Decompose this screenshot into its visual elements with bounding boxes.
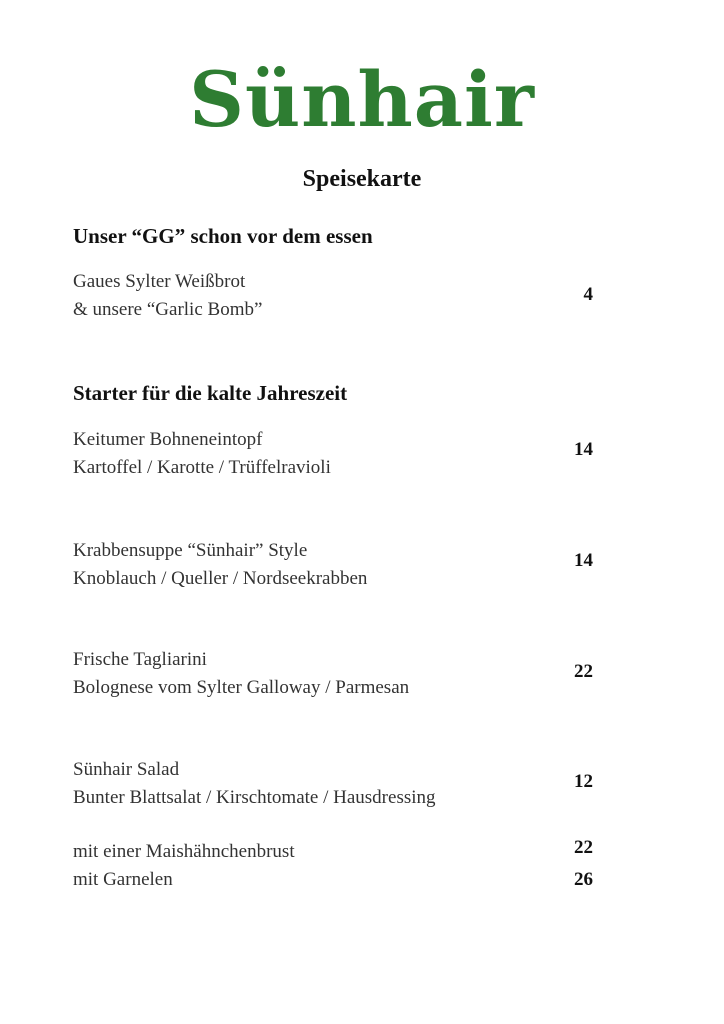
item-name: Gaues Sylter Weißbrot bbox=[73, 271, 246, 292]
item-name: Frische Tagliarini bbox=[73, 649, 207, 670]
extra-price: 26 bbox=[574, 869, 593, 890]
item-price: 14 bbox=[574, 439, 593, 460]
item-description: & unsere “Garlic Bomb” bbox=[73, 299, 263, 320]
salad-extra-huhn bbox=[73, 838, 593, 866]
menu-item-tagliarini bbox=[73, 646, 593, 702]
menu-item-salad bbox=[73, 756, 593, 812]
extra-label: mit einer Maishähnchenbrust bbox=[73, 841, 295, 862]
item-name: Sünhair Salad bbox=[73, 759, 180, 780]
menu-item-krabbensuppe bbox=[73, 537, 593, 593]
item-description: Bolognese vom Sylter Galloway / Parmesan bbox=[73, 677, 410, 698]
item-description: Kartoffel / Karotte / Trüffelravioli bbox=[73, 457, 331, 478]
item-description: Knoblauch / Queller / Nordseekrabben bbox=[73, 568, 368, 589]
menu-item-bohneneintopf bbox=[73, 426, 593, 482]
item-description: Bunter Blattsalat / Kirschtomate / Hausdressing bbox=[73, 787, 436, 808]
extra-label: mit Garnelen bbox=[73, 869, 173, 890]
item-price: 4 bbox=[583, 284, 593, 305]
section-title-gg: Unser “GG” schon vor dem essen bbox=[73, 224, 373, 248]
item-price: 14 bbox=[574, 550, 593, 571]
menu-title: Speisekarte bbox=[302, 166, 422, 192]
item-name: Krabbensuppe “Sünhair” Style bbox=[73, 540, 308, 561]
item-price: 22 bbox=[574, 661, 593, 682]
menu-item-weissbrot bbox=[73, 268, 593, 324]
section-title-starter: Starter für die kalte Jahreszeit bbox=[73, 381, 348, 405]
item-price: 12 bbox=[574, 771, 593, 792]
extra-price: 22 bbox=[574, 837, 593, 858]
restaurant-logo: Sünhair bbox=[189, 55, 535, 144]
item-name: Keitumer Bohneneintopf bbox=[73, 429, 263, 450]
salad-extra-garnelen bbox=[73, 866, 593, 894]
